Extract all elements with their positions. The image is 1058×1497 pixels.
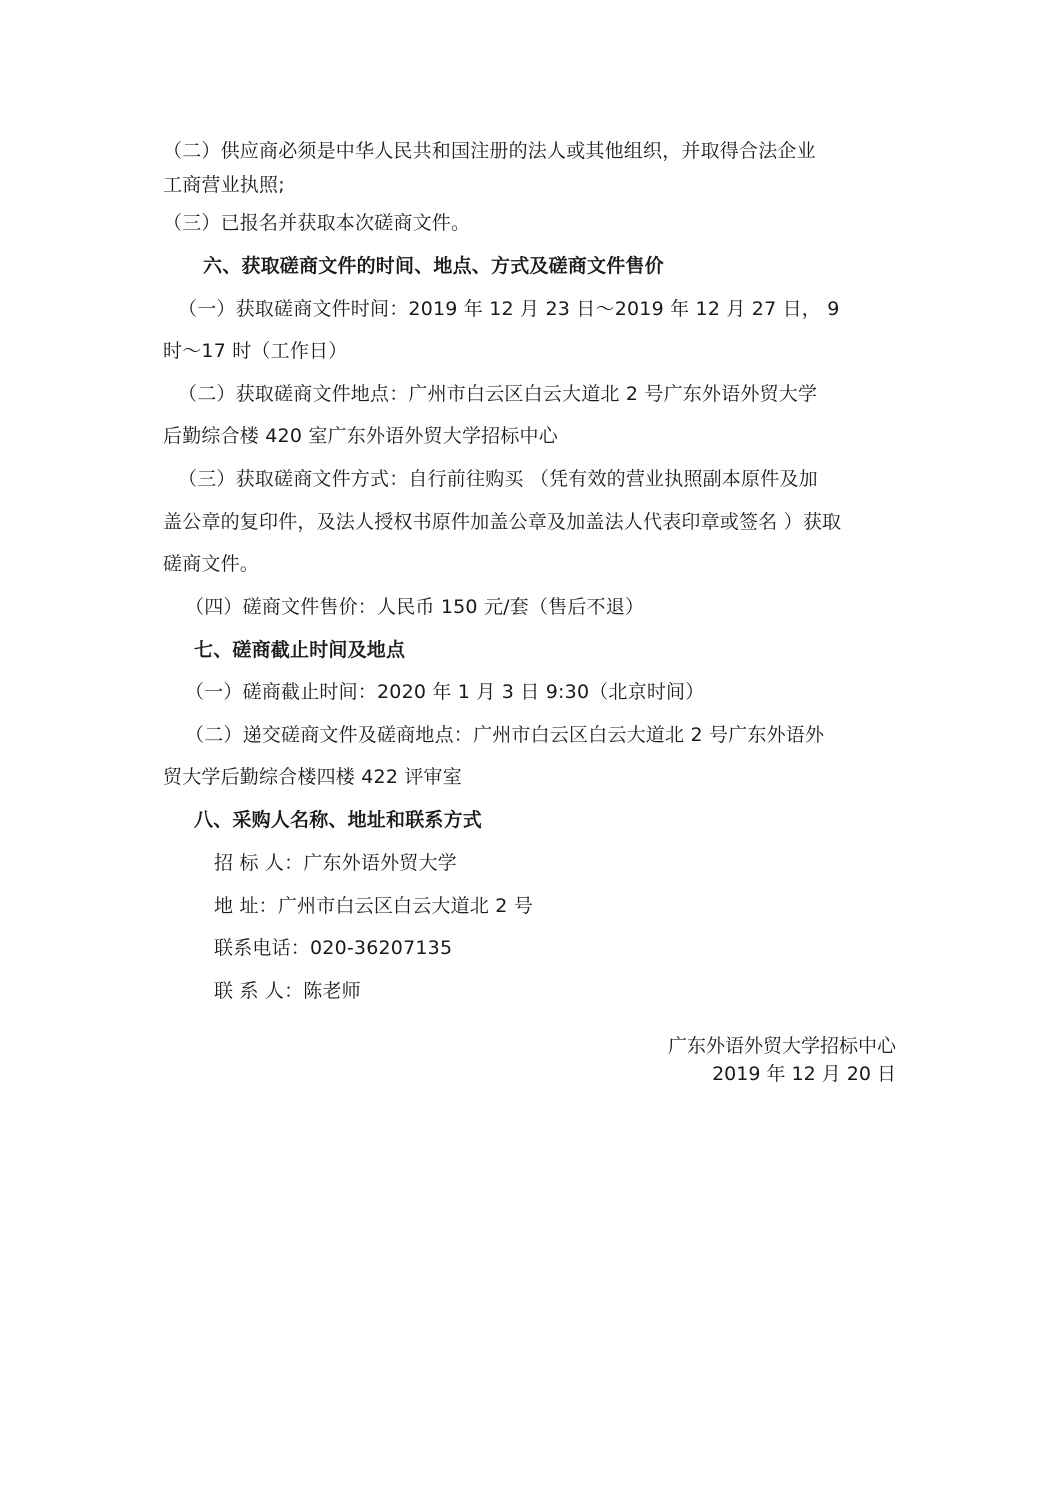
contact-purchaser: 招 标 人：广东外语外贸大学 bbox=[214, 852, 457, 874]
section-heading-6: 六、获取磋商文件的时间、地点、方式及磋商文件售价 bbox=[203, 255, 664, 277]
paragraph-submit-location-cont: 贸大学后勤综合楼四楼 422 评审室 bbox=[163, 766, 462, 788]
paragraph-acquire-time-cont: 时～17 时（工作日） bbox=[163, 340, 348, 362]
paragraph-acquire-time: （一）获取磋商文件时间：2019 年 12 月 23 日～2019 年 12 月 27 日， 9 bbox=[178, 298, 840, 320]
paragraph-supplier-req-3: （三）已报名并获取本次磋商文件。 bbox=[163, 212, 471, 234]
section-heading-8: 八、采购人名称、地址和联系方式 bbox=[194, 809, 483, 831]
paragraph-acquire-method-end: 磋商文件。 bbox=[163, 553, 260, 575]
contact-phone: 联系电话：020-36207135 bbox=[214, 937, 453, 959]
signature-date: 2019 年 12 月 20 日 bbox=[712, 1063, 896, 1085]
paragraph-supplier-req-2-cont: 工商营业执照; bbox=[163, 174, 285, 196]
section-heading-7: 七、磋商截止时间及地点 bbox=[194, 639, 406, 661]
paragraph-supplier-req-2: （二）供应商必须是中华人民共和国注册的法人或其他组织，并取得合法企业 bbox=[163, 140, 816, 162]
paragraph-price: （四）磋商文件售价：人民币 150 元/套（售后不退） bbox=[185, 596, 645, 618]
paragraph-deadline: （一）磋商截止时间：2020 年 1 月 3 日 9:30（北京时间） bbox=[185, 681, 705, 703]
paragraph-acquire-method: （三）获取磋商文件方式：自行前往购买 （凭有效的营业执照副本原件及加 bbox=[178, 468, 818, 490]
contact-address: 地 址：广州市白云区白云大道北 2 号 bbox=[214, 895, 534, 917]
contact-person: 联 系 人：陈老师 bbox=[214, 980, 361, 1002]
paragraph-acquire-method-cont: 盖公章的复印件，及法人授权书原件加盖公章及加盖法人代表印章或签名 ）获取 bbox=[163, 511, 842, 533]
paragraph-submit-location: （二）递交磋商文件及磋商地点：广州市白云区白云大道北 2 号广东外语外 bbox=[185, 724, 825, 746]
signature-org: 广东外语外贸大学招标中心 bbox=[667, 1035, 896, 1057]
paragraph-acquire-location: （二）获取磋商文件地点：广州市白云区白云大道北 2 号广东外语外贸大学 bbox=[178, 383, 818, 405]
paragraph-acquire-location-cont: 后勤综合楼 420 室广东外语外贸大学招标中心 bbox=[163, 425, 558, 447]
